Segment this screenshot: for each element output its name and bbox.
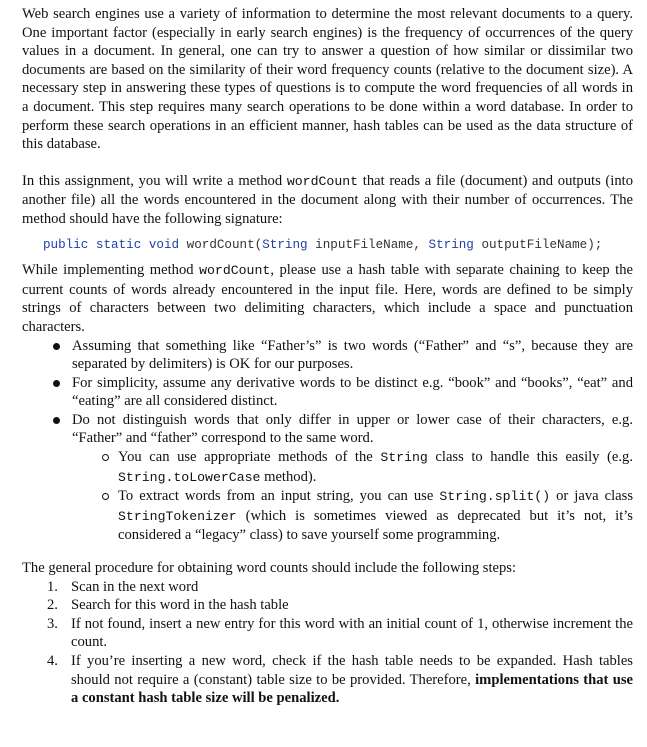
step-text: Search for this word in the hash table — [71, 597, 289, 614]
bullet-item — [22, 374, 633, 411]
intro-paragraph: Web search engines use a variety of information to determine the most relevant documents to a query. One important factor (especially in early search engines) is the frequency of occurrences of the query values in a document. In general, one can try to answer a question of how similar or dissimilar two documents are based on the similarity of their word frequency counts (relative to the document size). A necessary step in answering these types of questions is to compute the word frequencies of all words in a document. This step requires many search operations to be done within a word database. In order to perform these search operations in an efficient manner, hash tables can be used as the data structure of this database. — [22, 6, 633, 153]
steps-list — [22, 578, 633, 708]
sig-method-name: wordCount( — [186, 237, 263, 252]
sig-arg-2: outputFileName); — [481, 237, 603, 252]
step-text: If you’re inserting a new word, check if the hash table needs to be expanded. Hash tables should not require a (constant) table size to be provided. Therefore, — [71, 653, 633, 688]
impl-text-1: While implementing method — [22, 262, 200, 279]
step-text: If not found, insert a new entry for this word with an initial count of 1, otherwise increment the count. — [71, 615, 633, 651]
bullet-text: Do not distinguish words that only differ in upper or lower case of their characters, e.g. “Father” and “father” correspond to the same word. — [72, 411, 633, 447]
sub-bullet-item — [22, 487, 633, 545]
code-split: String.split() — [439, 489, 551, 505]
circle-bullet-icon — [102, 454, 109, 461]
code-tolowercase: String.toLowerCase — [118, 469, 261, 485]
step-number: 3. — [47, 615, 58, 632]
sig-keyword-static: static — [95, 237, 142, 252]
bullet-text: Assuming that something like “Father’s” is two words (“Father” and “s”, because they are separated by delimiters) is OK for our purposes. — [72, 337, 633, 373]
implementation-paragraph — [22, 261, 633, 336]
circle-bullet-icon — [102, 493, 109, 500]
sig-keyword-void: void — [148, 237, 180, 252]
step-number: 4. — [47, 653, 58, 669]
bullet-list — [22, 337, 633, 449]
sub-bullet-list — [22, 448, 633, 545]
assignment-text-1: In this assignment, you will write a method — [22, 172, 287, 189]
sig-keyword-public: public — [43, 237, 89, 252]
sub-bullet-text: method). — [260, 468, 317, 485]
bullet-icon — [53, 343, 60, 350]
sig-type-2: String — [428, 237, 474, 252]
sub-bullet-text: (which is sometimes viewed as deprecated but it’s not, it’s considered a “legacy” class) to save yourself some programming. — [118, 507, 633, 544]
code-wordcount: wordCount — [286, 173, 359, 189]
bullet-item — [22, 337, 633, 374]
code-wordcount-2: wordCount — [199, 263, 271, 279]
bullet-icon — [53, 380, 60, 387]
sub-bullet-text: class to handle this easily (e.g. — [427, 449, 633, 466]
code-string: String — [380, 450, 428, 466]
step-item — [22, 615, 633, 652]
impl-text-2: , please use a hash table with separate chaining to keep the current counts of words already encountered in the input file. Here, words are defined to be simply strings of characters between two delimiting characters, which include a space and punctuation characters. — [22, 262, 633, 335]
code-stringtokenizer: StringTokenizer — [118, 508, 237, 524]
bullet-item — [22, 411, 633, 448]
sig-arg-1: inputFileName, — [315, 237, 421, 252]
sub-bullet-item — [22, 448, 633, 487]
bullet-text: For simplicity, assume any derivative words to be distinct e.g. “book” and “books”, “eat” and “eating” are all considered distinct. — [72, 374, 633, 410]
sub-bullet-text: or java class — [550, 488, 633, 505]
step-item — [22, 596, 633, 615]
procedure-intro: The general procedure for obtaining word counts should include the following steps: — [22, 560, 517, 577]
sub-bullet-text: To extract words from an input string, you can use — [118, 488, 440, 505]
penalty-warning: implementations that use a constant hash table size will be penalized. — [71, 671, 633, 707]
step-item — [22, 578, 633, 597]
step-number: 1. — [47, 578, 58, 595]
step-item — [22, 652, 633, 708]
assignment-text-2: that reads a file (document) and outputs (into another file) all the words encountered in the document along with their number of occurrences. The method should have the following signature: — [22, 172, 633, 227]
method-signature — [43, 236, 633, 255]
sig-type-1: String — [262, 237, 308, 252]
step-number: 2. — [47, 597, 58, 614]
bullet-icon — [53, 417, 60, 424]
sub-bullet-text: You can use appropriate methods of the — [118, 449, 381, 466]
assignment-paragraph — [22, 172, 633, 229]
step-text: Scan in the next word — [71, 578, 199, 595]
